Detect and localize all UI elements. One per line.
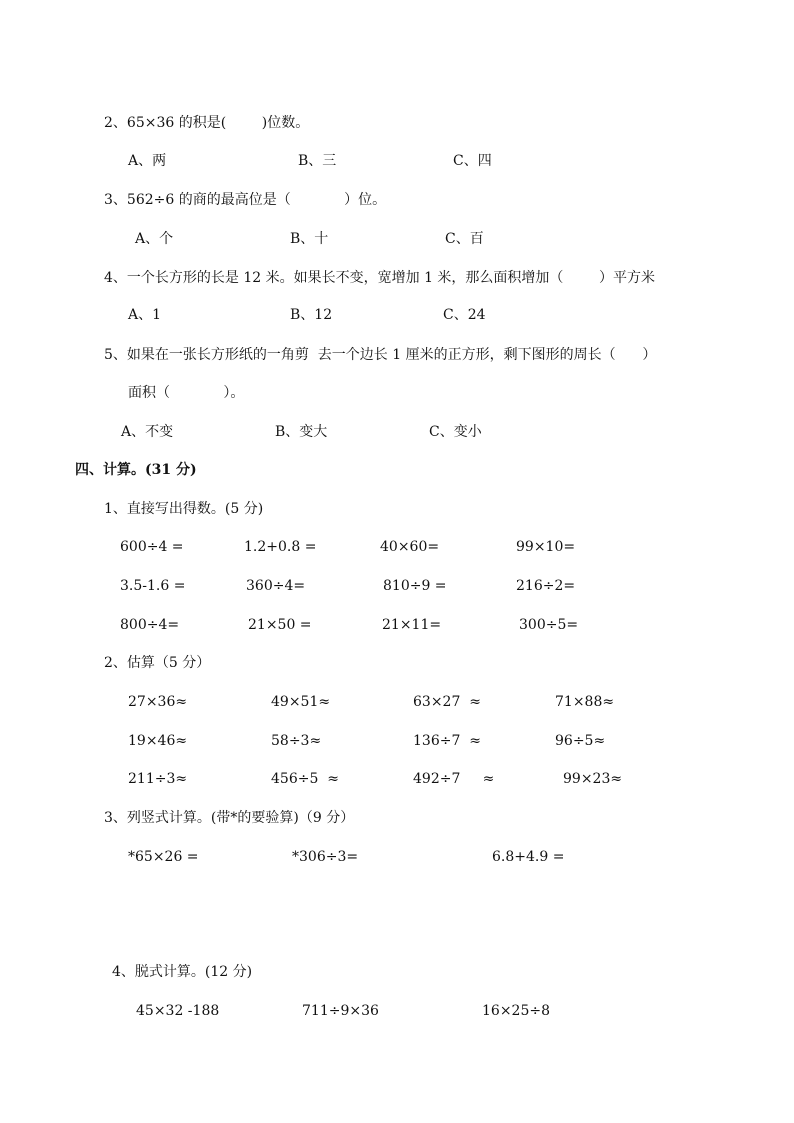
q2-option-a: A、两 (128, 153, 167, 169)
calc-1-item: 3.5-1.6 = (120, 578, 186, 594)
calc-2-item: 99×23≈ (563, 771, 623, 787)
q4-option-c: C、24 (443, 307, 486, 323)
question-3: 3、562÷6 的商的最高位是（ ）位。 (104, 192, 387, 208)
q3-option-c: C、百 (445, 231, 484, 247)
calc-1-item: 99×10= (516, 539, 576, 555)
calc-1-item: 40×60= (380, 539, 440, 555)
calc-2-item: 96÷5≈ (555, 733, 606, 749)
q3-option-b: B、十 (290, 231, 329, 247)
calc-2-item: 58÷3≈ (271, 733, 322, 749)
calc-2-item: 19×46≈ (128, 733, 188, 749)
calc-3-item: *306÷3= (292, 849, 359, 865)
calc-2-item: 27×36≈ (128, 694, 188, 710)
calc-1-item: 21×11= (382, 617, 442, 633)
calc-1-item: 1.2+0.8 = (244, 539, 317, 555)
calc-1-item: 600÷4 = (120, 539, 184, 555)
q5-option-a: A、不变 (121, 424, 174, 440)
calc-2-item: 136÷7 ≈ (413, 733, 481, 749)
calc-1-item: 360÷4= (246, 578, 306, 594)
q4-option-b: B、12 (290, 307, 333, 323)
calc-4-item: 16×25÷8 (482, 1003, 550, 1019)
section-4-heading: 四、计算。(31 分) (75, 462, 197, 478)
calc-3-title: 3、列竖式计算。(带*的要验算)（9 分） (104, 810, 355, 826)
calc-1-item: 216÷2= (516, 578, 576, 594)
question-5-line-1: 5、如果在一张长方形纸的一角剪 去一个边长 1 厘米的正方形，剩下图形的周长（ ） (104, 347, 657, 363)
calc-2-item: 63×27 ≈ (413, 694, 481, 710)
q2-option-b: B、三 (298, 153, 337, 169)
q2-option-c: C、四 (453, 153, 492, 169)
q5-option-c: C、变小 (429, 424, 482, 440)
calc-1-item: 21×50 = (248, 617, 312, 633)
calc-4-title: 4、脱式计算。(12 分) (112, 964, 253, 980)
calc-3-item: 6.8+4.9 = (492, 849, 565, 865)
calc-2-item: 492÷7 ≈ (413, 771, 495, 787)
calc-2-item: 211÷3≈ (128, 771, 188, 787)
calc-2-item: 49×51≈ (271, 694, 331, 710)
calc-4-item: 711÷9×36 (302, 1003, 379, 1019)
calc-2-title: 2、估算（5 分） (104, 655, 211, 671)
calc-1-item: 300÷5= (519, 617, 579, 633)
calc-2-item: 456÷5 ≈ (271, 771, 339, 787)
q4-option-a: A、1 (128, 307, 162, 323)
calc-1-item: 800÷4= (120, 617, 180, 633)
calc-2-item: 71×88≈ (555, 694, 615, 710)
q3-option-a: A、个 (135, 231, 174, 247)
calc-3-item: *65×26 = (128, 849, 199, 865)
calc-1-item: 810÷9 = (383, 578, 447, 594)
question-4: 4、一个长方形的长是 12 米。如果长不变，宽增加 1 米，那么面积增加（ ）平方米 (104, 270, 656, 286)
question-2: 2、65×36 的积是( )位数。 (104, 115, 310, 131)
calc-4-item: 45×32 -188 (136, 1003, 220, 1019)
question-5-line-2: 面积（ ）。 (128, 385, 245, 401)
calc-1-title: 1、直接写出得数。(5 分) (104, 501, 264, 517)
q5-option-b: B、变大 (275, 424, 328, 440)
